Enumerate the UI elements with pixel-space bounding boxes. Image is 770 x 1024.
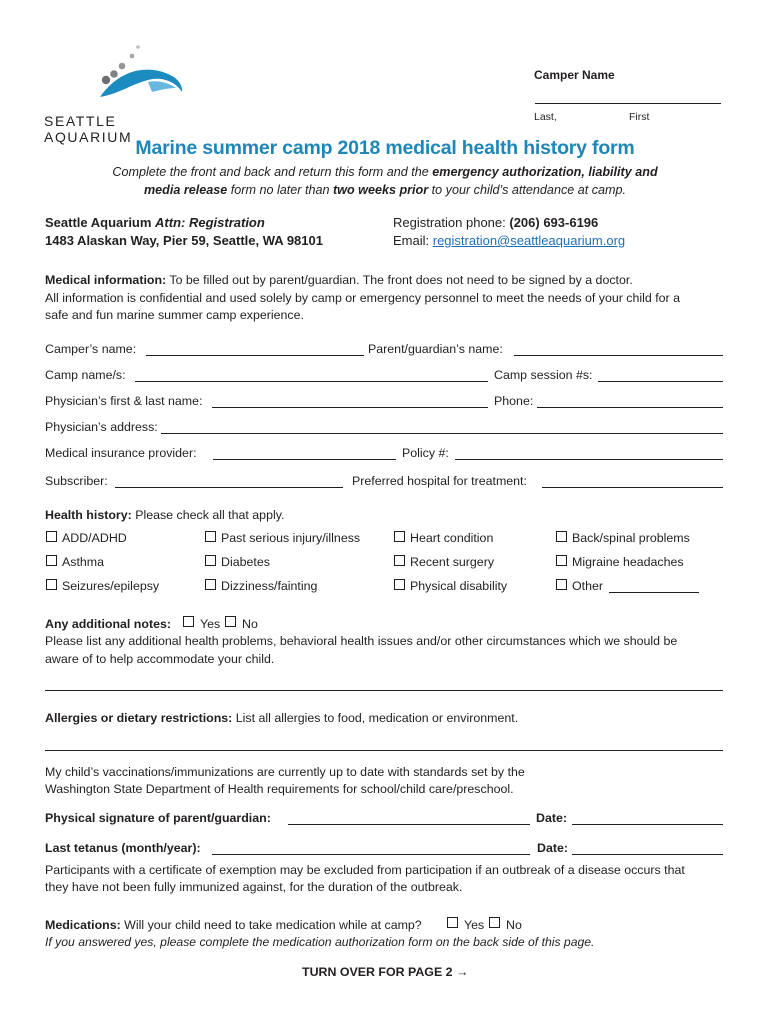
- arrow-right-icon: →: [456, 965, 469, 979]
- checkbox-recent-surgery[interactable]: [394, 555, 405, 566]
- turn-over-footer: TURN OVER FOR PAGE 2 →: [302, 965, 469, 979]
- label-past-injury: Past serious injury/illness: [221, 531, 361, 545]
- checkbox-migraine[interactable]: [556, 555, 567, 566]
- label-asthma: Asthma: [62, 555, 105, 569]
- checkbox-notes-yes[interactable]: [183, 616, 194, 627]
- label-add-adhd: ADD/ADHD: [62, 531, 127, 545]
- org-attn: Seattle Aquarium Attn: Registration: [45, 215, 265, 230]
- health-history-heading: Health history: Please check all that apply.: [45, 508, 285, 522]
- notes-label: Any additional notes:: [45, 617, 171, 631]
- allergies-field[interactable]: [45, 750, 723, 751]
- checkbox-back-spinal[interactable]: [556, 531, 567, 542]
- campers-name-field[interactable]: [146, 355, 364, 356]
- checkbox-heart-condition[interactable]: [394, 531, 405, 542]
- subscriber-field[interactable]: [115, 487, 343, 488]
- checkbox-diabetes[interactable]: [205, 555, 216, 566]
- camper-first-label: First: [629, 111, 650, 123]
- org-street: 1483 Alaskan Way, Pier 59, Seattle, WA 98101: [45, 233, 323, 248]
- signature-label: Physical signature of parent/guardian:: [45, 811, 271, 825]
- preferred-hospital-field[interactable]: [542, 487, 723, 488]
- notes-field[interactable]: [45, 690, 723, 691]
- medical-info-paragraph: Medical information: To be filled out by parent/guardian. The front does not need to be signed by a doctor. All information is confidential and used solely by camp or emergency personnel to meet the needs of your child for a safe and fun marine summer camp experience.: [45, 273, 681, 322]
- wave-logo-icon: [70, 42, 190, 106]
- checkbox-seizures[interactable]: [46, 579, 57, 590]
- camp-names-label: Camp name/s:: [45, 368, 126, 382]
- checkbox-add-adhd[interactable]: [46, 531, 57, 542]
- label-physical-disability: Physical disability: [410, 579, 508, 593]
- checkbox-notes-no[interactable]: [225, 616, 236, 627]
- label-medications-yes: Yes: [464, 918, 485, 932]
- registration-phone: Registration phone: (206) 693-6196: [393, 215, 599, 230]
- page-title: Marine summer camp 2018 medical health history form: [135, 137, 635, 159]
- phone-label: Phone:: [494, 394, 534, 408]
- seattle-aquarium-logo: [42, 42, 202, 145]
- label-diabetes: Diabetes: [221, 555, 270, 569]
- notes-instruction-2: aware of to help accommodate your child.: [45, 652, 275, 666]
- signature-date-field[interactable]: [572, 824, 723, 825]
- parent-name-label: Parent/guardian’s name:: [368, 342, 503, 356]
- medications-note: If you answered yes, please complete the medication authorization form on the back side of this page.: [45, 935, 595, 949]
- subscriber-label: Subscriber:: [45, 474, 108, 488]
- parent-name-field[interactable]: [514, 355, 723, 356]
- intro-line-2: media release form no later than two weeks prior to your child’s attendance at camp.: [143, 183, 627, 197]
- checkbox-medications-yes[interactable]: [447, 917, 458, 928]
- camper-last-label: Last,: [534, 111, 557, 123]
- checkbox-other[interactable]: [556, 579, 567, 590]
- logo-wordmark: SEATTLE AQUARIUM: [44, 113, 133, 145]
- label-notes-no: No: [242, 617, 258, 631]
- policy-field[interactable]: [455, 459, 723, 460]
- preferred-hospital-label: Preferred hospital for treatment:: [352, 474, 527, 488]
- medications-question: Medications: Will your child need to take medication while at camp?: [45, 918, 422, 932]
- checkbox-asthma[interactable]: [46, 555, 57, 566]
- camp-names-field[interactable]: [135, 381, 488, 382]
- campers-name-label: Camper’s name:: [45, 342, 137, 356]
- insurance-provider-label: Medical insurance provider:: [45, 446, 197, 460]
- physician-address-field[interactable]: [161, 433, 723, 434]
- exemption-line-2: they have not been fully immunized against, for the duration of the outbreak.: [45, 880, 463, 894]
- checkbox-dizziness[interactable]: [205, 579, 216, 590]
- signature-date-label: Date:: [536, 811, 567, 825]
- intro-line-1: Complete the front and back and return this form and the emergency authorization, liability and: [112, 165, 658, 179]
- physician-name-label: Physician’s first & last name:: [45, 394, 203, 408]
- camper-name-field[interactable]: [535, 103, 721, 104]
- tetanus-date-label: Date:: [537, 841, 568, 855]
- camp-session-label: Camp session #s:: [494, 368, 593, 382]
- other-field[interactable]: [609, 592, 699, 593]
- label-migraine: Migraine headaches: [572, 555, 684, 569]
- label-heart-condition: Heart condition: [410, 531, 494, 545]
- label-notes-yes: Yes: [200, 617, 221, 631]
- label-seizures: Seizures/epilepsy: [62, 579, 160, 593]
- label-back-spinal: Back/spinal problems: [572, 531, 690, 545]
- signature-field[interactable]: [288, 824, 530, 825]
- allergies-heading: Allergies or dietary restrictions: List all allergies to food, medication or environment.: [45, 711, 519, 725]
- label-recent-surgery: Recent surgery: [410, 555, 495, 569]
- checkbox-physical-disability[interactable]: [394, 579, 405, 590]
- checkbox-medications-no[interactable]: [489, 917, 500, 928]
- label-medications-no: No: [506, 918, 522, 932]
- physician-name-field[interactable]: [212, 407, 488, 408]
- tetanus-label: Last tetanus (month/year):: [45, 841, 201, 855]
- label-dizziness: Dizziness/fainting: [221, 579, 318, 593]
- camp-session-field[interactable]: [598, 381, 723, 382]
- policy-label: Policy #:: [402, 446, 449, 460]
- tetanus-date-field[interactable]: [572, 854, 723, 855]
- vaccinations-line-2: Washington State Department of Health requirements for school/child care/preschool.: [45, 782, 514, 796]
- checkbox-past-injury[interactable]: [205, 531, 216, 542]
- vaccinations-line-1: My child’s vaccinations/immunizations are currently up to date with standards set by the: [45, 765, 525, 779]
- exemption-line-1: Participants with a certificate of exemption may be excluded from participation if an outbreak of a disease occurs that: [45, 863, 685, 877]
- physician-address-label: Physician’s address:: [45, 420, 158, 434]
- camper-name-heading: Camper Name: [534, 68, 615, 82]
- phone-field[interactable]: [537, 407, 723, 408]
- label-other: Other: [572, 579, 603, 593]
- tetanus-field[interactable]: [212, 854, 530, 855]
- notes-instruction-1: Please list any additional health problems, behavioral health issues and/or other circumstances which we should be: [45, 634, 678, 648]
- insurance-provider-field[interactable]: [213, 459, 396, 460]
- registration-email: Email: registration@seattleaquarium.org: [393, 233, 626, 248]
- email-link[interactable]: registration@seattleaquarium.org: [432, 233, 626, 248]
